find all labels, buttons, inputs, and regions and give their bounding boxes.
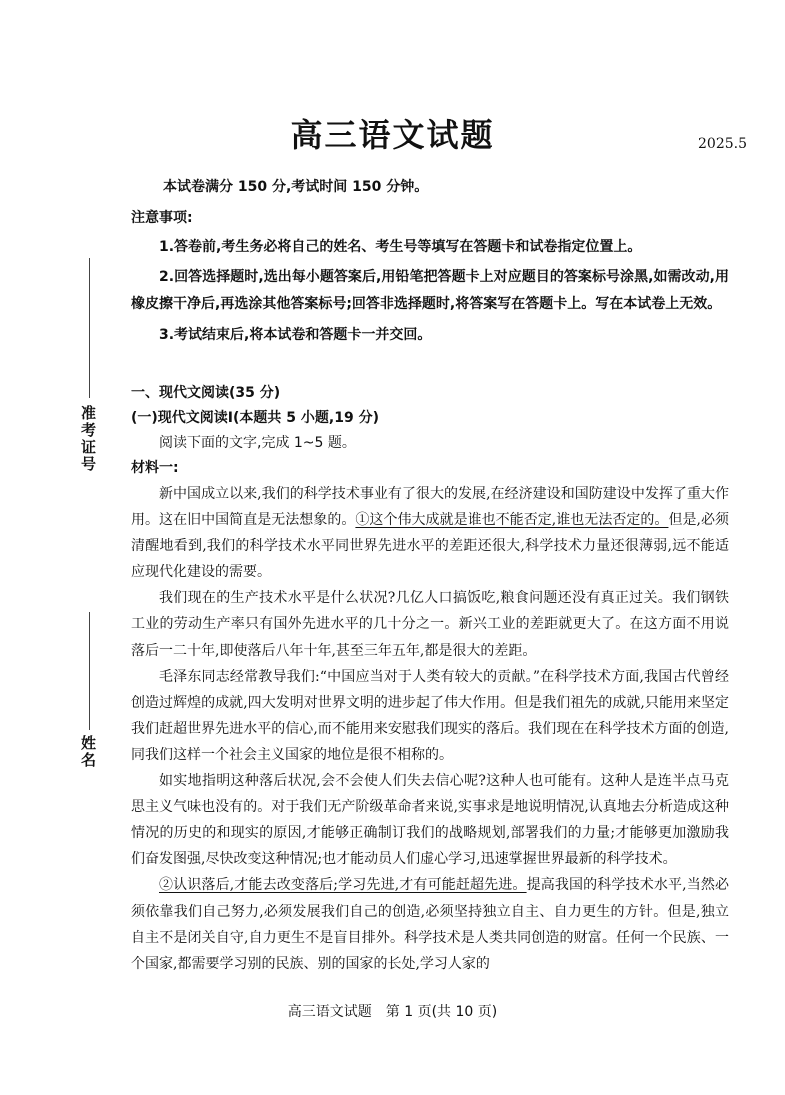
notice-item-1: 1.答卷前,考生务必将自己的姓名、考生号等填写在答题卡和试卷指定位置上。	[159, 239, 642, 255]
section-header	[131, 381, 729, 481]
underlined-sentence-1: ①这个伟大成就是谁也不能否定,谁也无法否定的。	[355, 512, 669, 529]
exam-id-line	[89, 258, 90, 398]
passage-text: 但是,必须清醒地看到,我们的科学技术水平同世界先进水平的差距还很大,科学技术力量还很薄弱,远不能适应现代化建设的需要。	[131, 512, 730, 581]
notice-item-2: 2.回答选择题时,选出每小题答案后,用铅笔把答题卡上对应题目的答案标号涂黑,如需改动,用橡皮擦干净后,再选涂其他答案标号;回答非选择题时,将答案写在答题卡上。写在本试卷上无效。	[131, 269, 729, 312]
notice-heading: 注意事项:	[131, 210, 193, 226]
exam-id-label: 准考证号	[79, 405, 97, 473]
name-line	[89, 612, 90, 730]
passage-text: 提高我国的科学技术水平,当然必须依靠我们自己努力,必须发展我们自己的创造,必须坚持独立自主、自力更生的方针。但是,独立自主不是闭关自守,自力更生不是盲目排外。科学技术是人类共同创造的财富。任何一个民族、一个国家,都需要学习别的民族、别的国家的长处,学习人家的	[131, 877, 730, 972]
name-label: 姓名	[79, 735, 97, 769]
passage-paragraph	[131, 872, 729, 976]
page-title: 高三语文试题	[290, 116, 495, 154]
underlined-sentence-2: ②认识落后,才能去改变落后;学习先进,才有可能赶超先进。	[159, 877, 527, 894]
page-footer: 高三语文试题 第 1 页(共 10 页)	[287, 1004, 498, 1020]
exam-date: 2025.5	[698, 136, 747, 152]
passage	[131, 481, 729, 977]
reading-prompt: 阅读下面的文字,完成 1~5 题。	[159, 435, 356, 451]
passage-paragraph	[131, 481, 729, 585]
exam-summary: 本试卷满分 150 分,考试时间 150 分钟。	[163, 179, 429, 195]
passage-paragraph: 毛泽东同志经常教导我们:“中国应当对于人类有较大的贡献。”在科学技术方面,我国古代曾经创造过辉煌的成就,四大发明对世界文明的进步起了伟大作用。但是我们祖先的成就,只能用来坚定我们赶超世界先进水平的信心,而不能用来安慰我们现实的落后。我们现在在科学技术方面的创造,同我们这样一个社会主义国家的地位是很不相称的。	[131, 668, 729, 763]
passage-text: 新中国成立以来,我们的科学技术事业有了很大的发展,在经济建设和国防建设中发挥了重大作用。这在旧中国简直是无法想象的。	[131, 486, 729, 529]
notice-item-3: 3.考试结束后,将本试卷和答题卡一并交回。	[159, 327, 432, 343]
passage-paragraph: 我们现在的生产技术水平是什么状况?几亿人口搞饭吃,粮食问题还没有真正过关。我们钢铁工业的劳动生产率只有国外先进水平的几十分之一。新兴工业的差距就更大了。在这方面不用说落后一二十年,即使落后八年十年,甚至三年五年,都是很大的差距。	[131, 590, 729, 659]
section-sub-heading: (一)现代文阅读Ⅰ(本题共 5 小题,19 分)	[131, 410, 379, 426]
section-heading: 一、现代文阅读(35 分)	[131, 385, 281, 401]
passage-paragraph: 如实地指明这种落后状况,会不会使人们失去信心呢?这种人也可能有。这种人是连半点马克思主义气味也没有的。对于我们无产阶级革命者来说,实事求是地说明情况,认真地去分析造成这种情况的历史的和现实的原因,才能够正确制订我们的战略规划,部署我们的力量;才能够更加激励我们奋发图强,尽快改变这种情况;也才能动员人们虚心学习,迅速掌握世界最新的科学技术。	[131, 773, 729, 868]
material-label: 材料一:	[131, 460, 179, 476]
instructions	[131, 175, 729, 347]
